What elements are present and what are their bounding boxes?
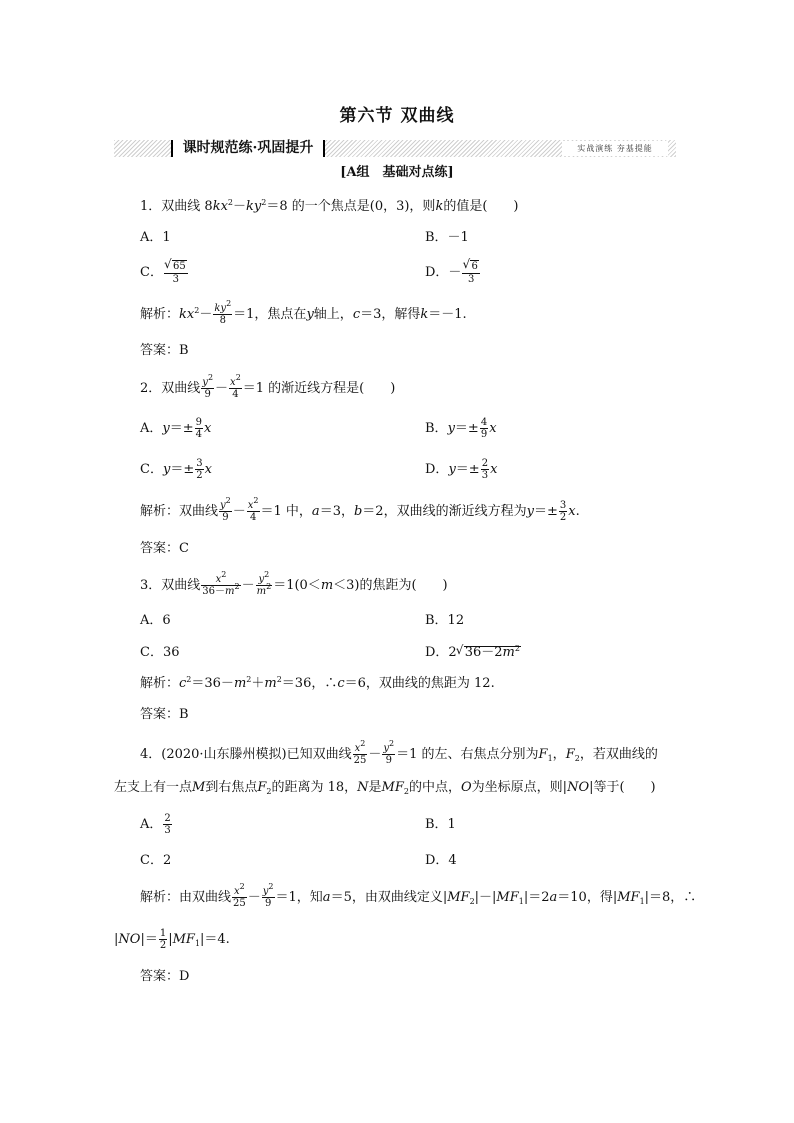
q2-option-b: B．y＝± $\frac{4}{9}$ x [425, 417, 497, 440]
q3-option-b: B．12 [425, 613, 465, 628]
question-2: 2．双曲线 $\frac{y^2}{9}$ － $\frac{x^2}{4}$ ＝1 的渐近线方程是( ) [140, 373, 396, 400]
q2-option-d: D．y＝± $\frac{2}{3}$ x [425, 458, 498, 481]
q3-option-d: D．2√ $36-2m^2$ [425, 644, 521, 662]
banner-slogan: 实战演练 夯基提能 [562, 141, 668, 156]
q1-solution: 解析：$kx^2-$ $\frac{ky^2}{8}$ ＝1，焦点在y轴上，c＝3，解得k＝－1. [140, 299, 467, 326]
q4-option-b: B．1 [425, 817, 456, 832]
q2-option-a: A．y＝± $\frac{9}{4}$ x [140, 417, 212, 440]
q4-solution: 解析：由双曲线 $\frac{x^2}{25}$ － $\frac{y^2}{9}$ ＝1，知a＝5，由双曲线定义$|MF_2|-|MF_1|=2a=10$，得$|MF_1|=8$，∴ [140, 882, 697, 909]
q3-option-c: C．36 [140, 645, 180, 660]
q4-option-c: C．2 [140, 853, 172, 868]
q4-option-a: A． $\frac{2}{3}$ [140, 813, 171, 836]
q4-option-d: D．4 [425, 853, 457, 868]
q2-answer: 答案：C [140, 541, 189, 556]
section-banner [114, 140, 676, 157]
question-4-line2: 左支上有一点M到右焦点$F_2$的距离为 18，N是$MF_2$的中点，O为坐标原点，则|NO|等于( ) [114, 780, 656, 796]
q1-option-d: D．－ √ $\frac{6}{3}$ [425, 256, 481, 290]
q4-answer: 答案：D [140, 969, 190, 984]
question-4: 4．(2020·山东滕州模拟)已知双曲线 $\frac{x^2}{25}$ － $\frac{y^2}{9}$ ＝1 的左、右焦点分别为$F_1$，$F_2$，若双曲线的 [140, 739, 658, 766]
q4-solution-line2: |NO|＝ $\frac{1}{2}$ $|MF_1|=4$. [114, 928, 230, 951]
q2-option-c: C．y＝± $\frac{3}{2}$ x [140, 458, 212, 481]
q3-option-a: A．6 [140, 613, 171, 628]
q3-solution: 解析：$c^2=36-m^2+m^2=36$，∴c＝6，双曲线的焦距为 12. [140, 675, 495, 691]
page-title: 第六节 双曲线 [339, 106, 455, 126]
banner-label: 课时规范练·巩固提升 [171, 140, 325, 157]
q1-option-c: C． √ $\frac{65}{3}$ [140, 256, 189, 290]
question-3: 3．双曲线 $\frac{x^2}{36-m^2}$ － $\frac{y^2}{m^2}$ ＝1(0＜m＜3)的焦距为( ) [140, 570, 448, 597]
q1-answer: 答案：B [140, 343, 189, 358]
q1-option-b: B．－1 [425, 230, 469, 245]
q3-answer: 答案：B [140, 707, 189, 722]
question-1: 1．双曲线 $8kx^2-ky^2=8$ 的一个焦点是(0，3)，则k的值是( ) [140, 198, 519, 214]
group-heading: [A组 基础对点练] [340, 165, 454, 180]
q2-solution: 解析：双曲线 $\frac{y^2}{9}$ － $\frac{x^2}{4}$ ＝1 中，a＝3，b＝2，双曲线的渐近线方程为y＝± $\frac{3}{2}$ x. [140, 496, 580, 523]
q1-option-a: A．1 [140, 230, 171, 245]
